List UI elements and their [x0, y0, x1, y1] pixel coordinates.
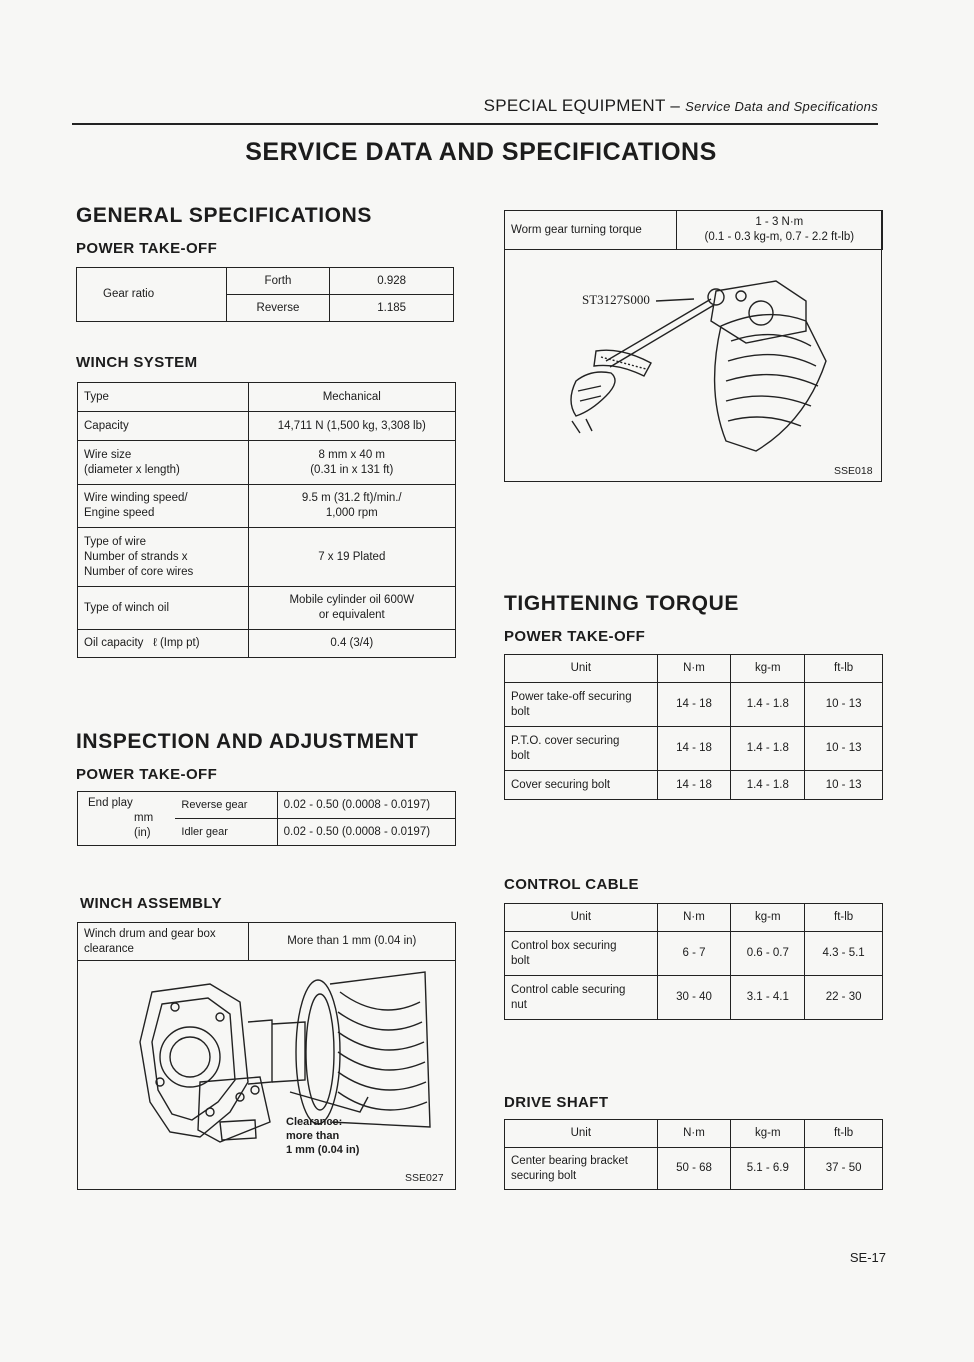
worm-gear-value: 1 - 3 N·m (0.1 - 0.3 kg-m, 0.7 - 2.2 ft-lb) — [676, 211, 882, 250]
gear-ratio-label: Gear ratio — [77, 268, 227, 322]
winch-oil-value: Mobile cylinder oil 600W or equivalent — [248, 587, 455, 630]
col-nm: N·m — [657, 655, 731, 683]
winding-speed-label: Wire winding speed/ Engine speed — [78, 485, 249, 528]
running-header — [484, 96, 878, 116]
worm-gear-table — [504, 210, 883, 250]
wire-type-label: Type of wire Number of strands x Number of core wires — [78, 528, 249, 587]
worm-gear-label: Worm gear turning torque — [505, 211, 677, 250]
tool-number-label: ST3127S000 — [582, 292, 650, 307]
header-rule — [72, 123, 878, 125]
control-cable-heading: CONTROL CABLE — [504, 876, 639, 893]
gear-forth-label: Forth — [226, 268, 330, 295]
col-unit: Unit — [505, 904, 658, 932]
gear-reverse-label: Reverse — [226, 295, 330, 322]
inspection-pto-heading: POWER TAKE-OFF — [76, 766, 218, 783]
winch-system-table — [77, 382, 456, 658]
sse027-code: SSE027 — [405, 1172, 444, 1184]
table-row: Control cable securing nut 30 - 40 3.1 - 4.1 22 - 30 — [505, 976, 883, 1020]
table-row: P.T.O. cover securing bolt 14 - 18 1.4 - 1.8 10 - 13 — [505, 727, 883, 771]
col-ftlb: ft-lb — [805, 655, 883, 683]
sse018-code: SSE018 — [834, 465, 873, 477]
idler-gear-label: Idler gear — [175, 819, 277, 846]
col-kgm: kg-m — [731, 655, 805, 683]
winding-speed-value: 9.5 m (31.2 ft)/min./ 1,000 rpm — [248, 485, 455, 528]
wire-size-label: Wire size (diameter x length) — [78, 441, 249, 485]
table-row: Control box securing bolt 6 - 7 0.6 - 0.7 4.3 - 5.1 — [505, 932, 883, 976]
inspection-heading: INSPECTION AND ADJUSTMENT — [76, 730, 419, 753]
oil-capacity-value: 0.4 (3/4) — [248, 630, 455, 658]
gear-ratio-table — [76, 267, 454, 322]
drive-shaft-table — [504, 1119, 883, 1190]
col-unit: Unit — [505, 1120, 658, 1148]
col-kgm: kg-m — [731, 1120, 805, 1148]
reverse-gear-value: 0.02 - 0.50 (0.0008 - 0.0197) — [277, 792, 455, 819]
col-nm: N·m — [657, 904, 731, 932]
winch-system-heading: WINCH SYSTEM — [76, 354, 198, 371]
clearance-callout: Clearance: more than 1 mm (0.04 in) — [286, 1116, 360, 1156]
pto-torque-table — [504, 654, 883, 800]
col-ftlb: ft-lb — [805, 1120, 883, 1148]
worm-gear-drawing — [506, 251, 878, 477]
header-dash: – — [665, 96, 686, 115]
general-pto-heading: POWER TAKE-OFF — [76, 240, 218, 257]
header-subsection: Service Data and Specifications — [685, 99, 878, 114]
winch-assembly-heading: WINCH ASSEMBLY — [80, 895, 222, 912]
drive-shaft-heading: DRIVE SHAFT — [504, 1094, 609, 1111]
winch-clearance-table — [77, 922, 456, 961]
oil-capacity-label: Oil capacity ℓ (Imp pt) — [78, 630, 249, 658]
clearance-label: Winch drum and gear box clearance — [78, 923, 249, 961]
header-section: SPECIAL EQUIPMENT — [483, 96, 666, 115]
page-title: SERVICE DATA AND SPECIFICATIONS — [245, 138, 717, 166]
page-number: SE-17 — [849, 1250, 886, 1265]
idler-gear-value: 0.02 - 0.50 (0.0008 - 0.0197) — [277, 819, 455, 846]
table-row: Cover securing bolt 14 - 18 1.4 - 1.8 10 - 13 — [505, 771, 883, 800]
wire-type-value: 7 x 19 Plated — [248, 528, 455, 587]
reverse-gear-label: Reverse gear — [175, 792, 277, 819]
end-play-table — [77, 791, 456, 846]
col-kgm: kg-m — [731, 904, 805, 932]
winch-capacity-label: Capacity — [78, 412, 249, 441]
tightening-torque-heading: TIGHTENING TORQUE — [504, 592, 739, 615]
clearance-value: More than 1 mm (0.04 in) — [248, 923, 455, 961]
col-nm: N·m — [657, 1120, 731, 1148]
col-unit: Unit — [505, 655, 658, 683]
gear-forth-value: 0.928 — [330, 268, 454, 295]
general-specs-heading: GENERAL SPECIFICATIONS — [76, 204, 372, 227]
table-row: Center bearing bracket securing bolt 50 - 68 5.1 - 6.9 37 - 50 — [505, 1148, 883, 1190]
col-ftlb: ft-lb — [805, 904, 883, 932]
torque-pto-heading: POWER TAKE-OFF — [504, 628, 646, 645]
winch-type-label: Type — [78, 383, 249, 412]
gear-reverse-value: 1.185 — [330, 295, 454, 322]
table-row: Power take-off securing bolt 14 - 18 1.4 - 1.8 10 - 13 — [505, 683, 883, 727]
winch-capacity-value: 14,711 N (1,500 kg, 3,308 lb) — [248, 412, 455, 441]
control-cable-table — [504, 903, 883, 1020]
wire-size-value: 8 mm x 40 m (0.31 in x 131 ft) — [248, 441, 455, 485]
end-play-label: End play mm (in) — [78, 792, 176, 846]
winch-assembly-drawing — [80, 962, 452, 1184]
winch-type-value: Mechanical — [248, 383, 455, 412]
winch-oil-label: Type of winch oil — [78, 587, 249, 630]
